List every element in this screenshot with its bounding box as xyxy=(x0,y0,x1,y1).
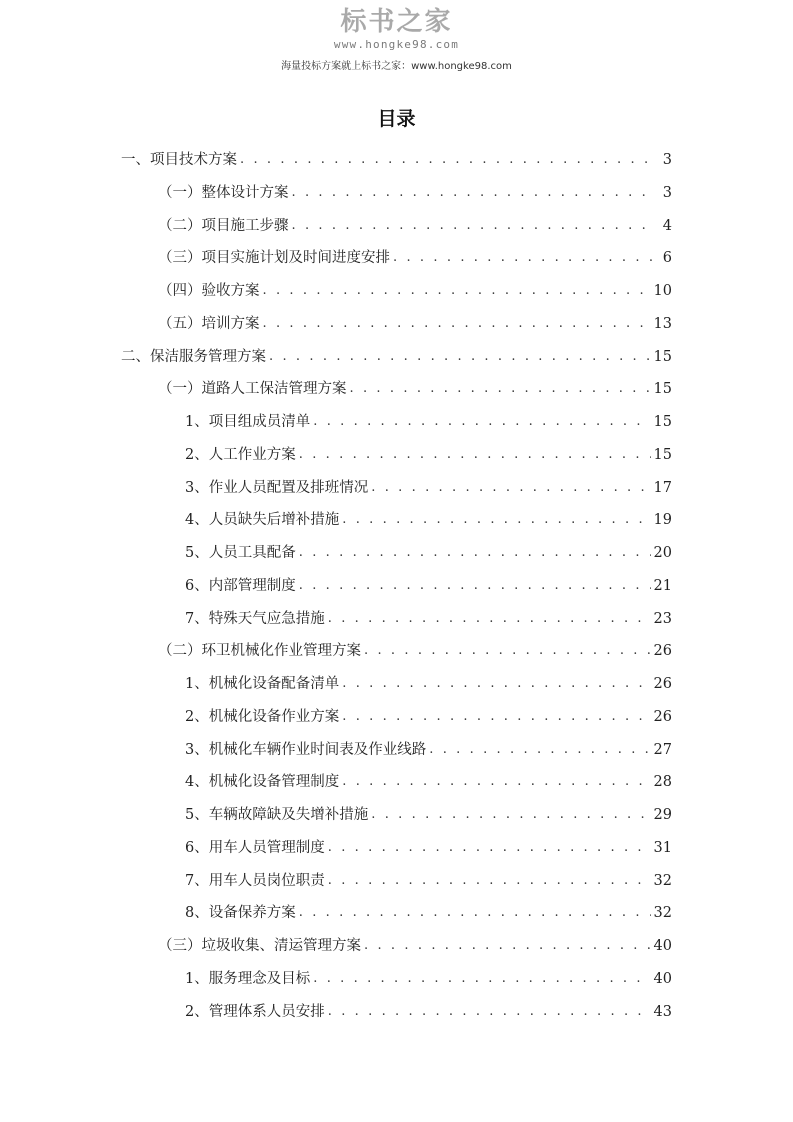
toc-entry[interactable] xyxy=(185,468,672,498)
dot-leader xyxy=(350,379,651,399)
toc-entry[interactable] xyxy=(185,762,672,792)
dot-leader xyxy=(263,281,651,301)
toc-entry-label: 4、人员缺失后增补措施 xyxy=(185,512,340,529)
toc-entry-label: 8、设备保养方案 xyxy=(185,905,296,922)
dot-leader xyxy=(313,412,650,432)
toc-entry[interactable] xyxy=(185,795,672,825)
toc-entry-page: 13 xyxy=(653,315,672,332)
toc-entry-label: 1、服务理念及目标 xyxy=(185,970,311,987)
toc-entry-page: 26 xyxy=(653,676,672,692)
toc-entry-label: （二）环卫机械化作业管理方案 xyxy=(158,643,361,660)
dot-leader xyxy=(328,609,651,629)
dot-leader xyxy=(371,805,650,825)
toc-entry-label: 2、管理体系人员安排 xyxy=(185,1003,325,1020)
toc-entry-label: 1、机械化设备配备清单 xyxy=(185,676,340,692)
toc-entry-page: 3 xyxy=(662,184,672,201)
toc-entry-label: 1、项目组成员清单 xyxy=(185,414,311,430)
toc-entry-page: 20 xyxy=(653,545,672,561)
dot-leader xyxy=(292,183,654,203)
header-note: 海量投标方案就上标书之家：www.hongke98.com xyxy=(281,61,512,72)
toc-entry-label: 4、机械化设备管理制度 xyxy=(185,774,340,791)
dot-leader xyxy=(313,969,650,989)
toc-entry-page: 40 xyxy=(653,938,672,954)
toc-entry[interactable] xyxy=(185,959,672,989)
toc-entry-label: （三）垃圾收集、清运管理方案 xyxy=(158,938,361,954)
toc-entry[interactable] xyxy=(158,206,672,236)
toc-entry-label: （二）项目施工步骤 xyxy=(158,217,289,234)
toc-entry-label: （五）培训方案 xyxy=(158,315,260,332)
toc-entry-page: 19 xyxy=(653,512,672,529)
toc-entry-label: 5、人员工具配备 xyxy=(185,545,296,561)
toc-entry[interactable] xyxy=(121,140,672,170)
toc-entry[interactable] xyxy=(185,861,672,891)
toc-entry-label: 2、人工作业方案 xyxy=(185,446,296,463)
toc-entry[interactable] xyxy=(158,369,672,399)
toc-entry[interactable] xyxy=(185,992,672,1022)
toc-entry[interactable] xyxy=(185,402,672,432)
toc-entry-label: 6、用车人员管理制度 xyxy=(185,839,325,856)
toc-entry-page: 31 xyxy=(653,839,672,856)
dot-leader xyxy=(364,936,651,956)
page-title: 目录 xyxy=(377,108,416,130)
logo-title: 标书之家 xyxy=(340,7,453,37)
toc-entry-label: （四）验收方案 xyxy=(158,283,260,299)
dot-leader xyxy=(429,740,650,760)
toc-entry-page: 15 xyxy=(653,381,672,398)
dot-leader xyxy=(342,707,650,727)
toc-entry[interactable] xyxy=(185,435,672,465)
dot-leader xyxy=(292,216,654,236)
toc-entry[interactable] xyxy=(185,697,672,727)
dot-leader xyxy=(342,674,650,694)
toc-entry[interactable] xyxy=(185,828,672,858)
dot-leader xyxy=(371,478,650,498)
dot-leader xyxy=(328,1002,651,1022)
toc-entry-page: 15 xyxy=(653,348,672,365)
toc-entry-page: 32 xyxy=(653,872,672,889)
toc-entry-page: 28 xyxy=(653,774,672,791)
toc-entry[interactable] xyxy=(158,271,672,301)
toc-entry-label: 3、作业人员配置及排班情况 xyxy=(185,479,369,496)
toc-entry-page: 26 xyxy=(653,708,672,725)
toc-entry-label: 2、机械化设备作业方案 xyxy=(185,708,340,725)
toc-entry-page: 21 xyxy=(653,577,672,594)
dot-leader xyxy=(364,641,651,661)
toc-entry-page: 23 xyxy=(653,610,672,627)
dot-leader xyxy=(299,576,651,596)
dot-leader xyxy=(269,347,651,367)
dot-leader xyxy=(240,150,653,170)
toc-entry[interactable] xyxy=(158,304,672,334)
toc-entry[interactable] xyxy=(185,730,672,760)
toc-entry[interactable] xyxy=(158,173,672,203)
toc-entry[interactable] xyxy=(185,599,672,629)
dot-leader xyxy=(342,772,650,792)
toc-entry[interactable] xyxy=(158,926,672,956)
toc-entry-label: 一、项目技术方案 xyxy=(121,152,237,168)
toc-entry-page: 26 xyxy=(653,643,672,660)
toc-entry-page: 29 xyxy=(653,807,672,823)
toc-entry-label: 6、内部管理制度 xyxy=(185,577,296,594)
toc-entry-page: 32 xyxy=(653,905,672,922)
toc-entry-label: 3、机械化车辆作业时间表及作业线路 xyxy=(185,741,427,758)
toc-entry-page: 10 xyxy=(653,283,672,299)
toc-entry-page: 27 xyxy=(653,741,672,758)
dot-leader xyxy=(328,838,651,858)
toc-entry[interactable] xyxy=(158,238,672,268)
toc-entry-label: （三）项目实施计划及时间进度安排 xyxy=(158,250,390,267)
toc-entry-page: 6 xyxy=(662,250,672,267)
toc-entry-label: 7、特殊天气应急措施 xyxy=(185,610,325,627)
dot-leader xyxy=(299,543,651,563)
toc-entry-page: 17 xyxy=(653,479,672,496)
toc-entry[interactable] xyxy=(121,337,672,367)
toc-entry[interactable] xyxy=(185,533,672,563)
toc-entry-page: 40 xyxy=(653,970,672,987)
toc-entry[interactable] xyxy=(185,500,672,530)
toc-entry-page: 15 xyxy=(653,414,672,430)
dot-leader xyxy=(342,510,650,530)
toc-entry-label: 5、车辆故障缺及失增补措施 xyxy=(185,807,369,823)
dot-leader xyxy=(393,248,653,268)
dot-leader xyxy=(299,445,651,465)
toc-entry-page: 4 xyxy=(662,217,672,234)
toc-entry-label: （一）整体设计方案 xyxy=(158,184,289,201)
toc-entry-page: 15 xyxy=(653,446,672,463)
toc-entry-label: 7、用车人员岗位职责 xyxy=(185,872,325,889)
toc-entry-label: （一）道路人工保洁管理方案 xyxy=(158,381,347,398)
toc-entry-page: 3 xyxy=(662,152,672,168)
toc-entry-page: 43 xyxy=(653,1003,672,1020)
dot-leader xyxy=(299,903,651,923)
site-logo xyxy=(0,6,793,52)
dot-leader xyxy=(263,314,651,334)
toc-entry[interactable] xyxy=(185,566,672,596)
logo-url: www.hongke98.com xyxy=(333,38,460,51)
toc-entry-label: 二、保洁服务管理方案 xyxy=(121,348,266,365)
dot-leader xyxy=(328,871,651,891)
toc-entry[interactable] xyxy=(158,631,672,661)
toc-entry[interactable] xyxy=(185,893,672,923)
toc-entry[interactable] xyxy=(185,664,672,694)
